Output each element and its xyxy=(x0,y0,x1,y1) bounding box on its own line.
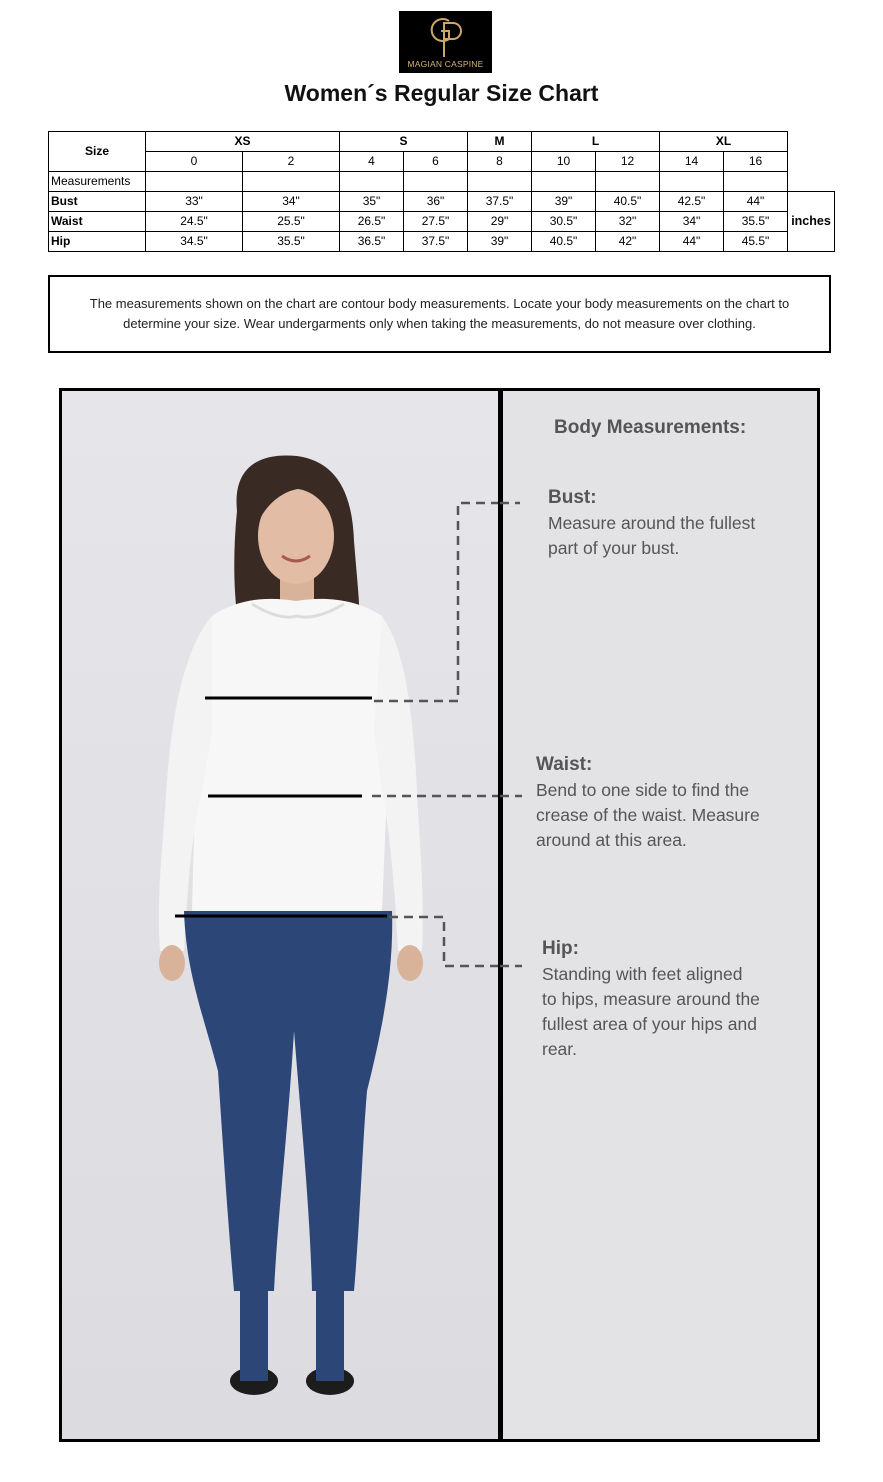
row-label-bust: Bust xyxy=(49,192,146,212)
waist-row xyxy=(49,212,835,232)
table-cell: 34" xyxy=(243,192,340,212)
table-cell: 45.5" xyxy=(724,232,788,252)
body-measurements-heading: Body Measurements: xyxy=(554,417,747,438)
size-number: 0 xyxy=(146,152,243,172)
measurement-note-text: The measurements shown on the chart are contour body measurements. Locate your body measurements on the chart to determine your size. Wear undergarments only when taking the measurements, do not measure over clothing. xyxy=(89,296,790,331)
size-number: 4 xyxy=(340,152,404,172)
table-cell: 39" xyxy=(468,232,532,252)
size-group-xl: XL xyxy=(660,132,788,152)
table-cell: 35" xyxy=(340,192,404,212)
table-cell: 40.5" xyxy=(532,232,596,252)
hip-label: Hip: xyxy=(542,938,579,959)
hip-desc-line: fullest area of your hips and xyxy=(542,1014,757,1034)
table-cell: 29" xyxy=(468,212,532,232)
row-label-hip: Hip xyxy=(49,232,146,252)
table-cell: 26.5" xyxy=(340,212,404,232)
table-cell: 34" xyxy=(660,212,724,232)
brand-logo xyxy=(399,11,492,73)
table-cell: 42.5" xyxy=(660,192,724,212)
bust-description xyxy=(548,511,798,561)
table-cell: 42" xyxy=(596,232,660,252)
table-cell xyxy=(532,172,596,192)
table-spacer xyxy=(788,152,835,172)
unit-label: inches xyxy=(788,192,835,252)
size-number: 6 xyxy=(404,152,468,172)
table-cell xyxy=(596,172,660,192)
row-label-waist: Waist xyxy=(49,212,146,232)
monogram-icon xyxy=(427,15,464,57)
size-number: 2 xyxy=(243,152,340,172)
table-cell: 37.5" xyxy=(468,192,532,212)
waist-desc-line: around at this area. xyxy=(536,830,687,850)
measurements-label: Measurements xyxy=(49,172,146,192)
page-title: Women´s Regular Size Chart xyxy=(284,80,599,106)
table-cell xyxy=(468,172,532,192)
size-group-l: L xyxy=(532,132,660,152)
table-cell: 40.5" xyxy=(596,192,660,212)
table-cell: 32" xyxy=(596,212,660,232)
hip-leader-end xyxy=(500,963,524,969)
waist-description xyxy=(536,778,786,853)
waist-label: Waist: xyxy=(536,754,593,775)
table-cell: 37.5" xyxy=(404,232,468,252)
bust-leader xyxy=(374,503,498,701)
table-cell: 44" xyxy=(660,232,724,252)
brand-name: MAGIAN CASPINE xyxy=(407,59,484,69)
size-group-row xyxy=(49,132,835,152)
table-cell: 35.5" xyxy=(724,212,788,232)
size-number: 14 xyxy=(660,152,724,172)
size-number: 8 xyxy=(468,152,532,172)
waist-leader-end xyxy=(500,793,524,799)
size-number: 10 xyxy=(532,152,596,172)
table-cell xyxy=(724,172,788,192)
table-cell: 36.5" xyxy=(340,232,404,252)
hip-row xyxy=(49,232,835,252)
size-group-s: S xyxy=(340,132,468,152)
size-group-m: M xyxy=(468,132,532,152)
hip-desc-line: to hips, measure around the xyxy=(542,989,760,1009)
table-cell: 33" xyxy=(146,192,243,212)
table-spacer xyxy=(788,172,835,192)
table-cell xyxy=(404,172,468,192)
bust-leader-end xyxy=(500,500,524,506)
waist-desc-line: crease of the waist. Measure xyxy=(536,805,760,825)
measurement-note xyxy=(48,275,831,353)
table-cell: 39" xyxy=(532,192,596,212)
bust-label: Bust: xyxy=(548,487,597,508)
size-header: Size xyxy=(49,132,146,172)
table-cell xyxy=(146,172,243,192)
body-measurements-panel xyxy=(500,388,820,1442)
table-cell: 44" xyxy=(724,192,788,212)
table-cell: 34.5" xyxy=(146,232,243,252)
measurement-lines xyxy=(62,391,498,1439)
table-cell: 25.5" xyxy=(243,212,340,232)
bust-row xyxy=(49,192,835,212)
measurements-label-row xyxy=(49,172,835,192)
model-photo-panel xyxy=(59,388,501,1442)
table-cell: 24.5" xyxy=(146,212,243,232)
size-number-row xyxy=(49,152,835,172)
size-number: 12 xyxy=(596,152,660,172)
table-cell: 36" xyxy=(404,192,468,212)
size-group-xs: XS xyxy=(146,132,340,152)
table-spacer xyxy=(788,132,835,152)
table-cell: 35.5" xyxy=(243,232,340,252)
table-cell xyxy=(243,172,340,192)
table-cell: 27.5" xyxy=(404,212,468,232)
table-cell xyxy=(340,172,404,192)
size-chart-table xyxy=(48,131,835,252)
hip-desc-line: rear. xyxy=(542,1039,578,1059)
table-cell xyxy=(660,172,724,192)
table-cell: 30.5" xyxy=(532,212,596,232)
waist-desc-line: Bend to one side to find the xyxy=(536,780,750,800)
hip-leader xyxy=(389,917,498,966)
bust-desc-line: Measure around the fullest xyxy=(548,513,756,533)
hip-desc-line: Standing with feet aligned xyxy=(542,964,743,984)
hip-description xyxy=(542,962,792,1062)
size-number: 16 xyxy=(724,152,788,172)
bust-desc-line: part of your bust. xyxy=(548,538,680,558)
